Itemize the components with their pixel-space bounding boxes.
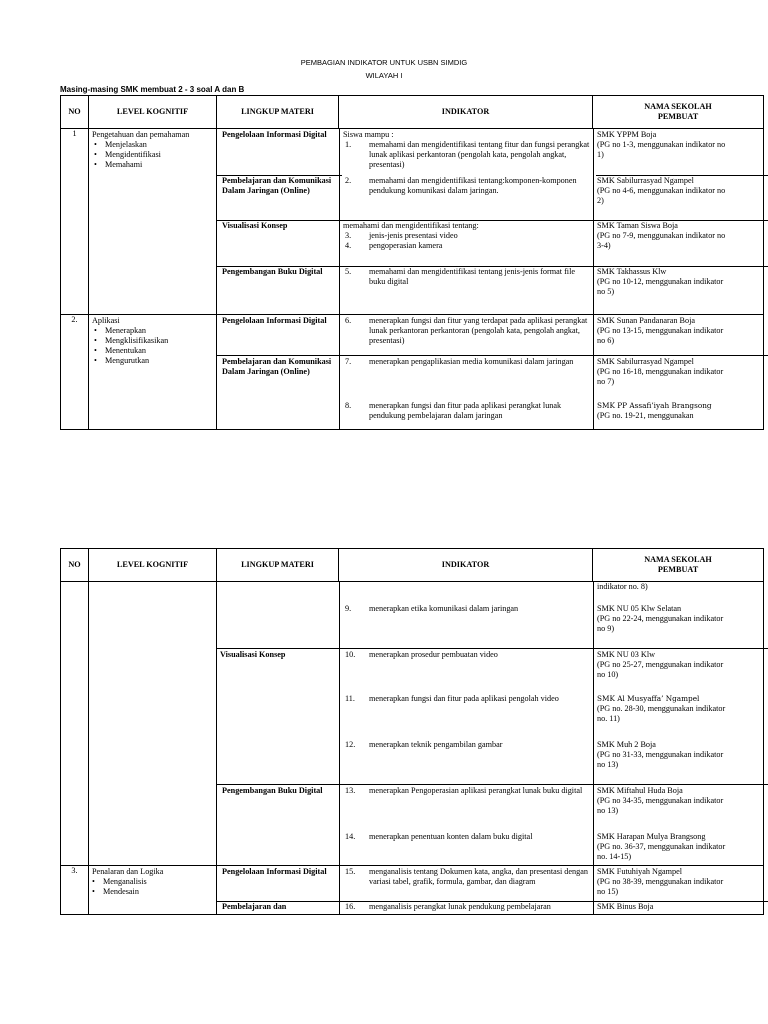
table-row — [61, 129, 764, 315]
school-name: SMK Al Musyaffa’ Ngampel — [597, 694, 700, 703]
school-name: SMK YPPM Boja — [597, 130, 657, 139]
indikator-item — [343, 231, 591, 241]
header-sekolah-line2: PEMBUAT — [657, 112, 699, 121]
level-item: • Menjelaskan — [91, 140, 216, 150]
lingkup-materi: Visualisasi Konsep — [222, 221, 288, 230]
school-name: SMK Sabilurrasyad Ngampel — [597, 357, 694, 366]
indikator-text: memahami dan mengidentifikasi tentang:komponen-komponen pendukung komunikasi dalam jaringan. — [369, 176, 577, 195]
lingkup-materi: Pengelolaan Informasi Digital — [222, 867, 327, 876]
indikator-number: 4. — [345, 241, 352, 250]
level-item: • Mengidentifikasi — [91, 150, 216, 160]
school-pg: (PG no 1-3, menggunakan indikator no 1) — [597, 140, 726, 159]
indikator-number: 11. — [345, 694, 355, 703]
indikator-number: 14. — [345, 832, 356, 841]
school-pg: (PG no 7-9, menggunakan indikator no 3-4) — [597, 231, 726, 250]
indikator-number: 2. — [345, 176, 352, 185]
level-cell — [89, 582, 217, 866]
level-name: Aplikasi — [92, 316, 120, 325]
row-number: 1 — [61, 129, 89, 315]
school-name: SMK PP Assafi’iyah Brangsong — [597, 401, 712, 410]
level-item: • Memahami — [91, 160, 216, 170]
indikator-text: memahami dan mengidentifikasi tentang fitur dan fungsi perangkat lunak aplikasi perkantoran (pengolah kata, pengolah angkat, presentasi) — [369, 140, 590, 169]
content-cell — [217, 866, 764, 915]
indicator-table-1 — [60, 95, 764, 430]
indikator-number: 7. — [345, 357, 352, 366]
indikator-text: menganalisis perangkat lunak pendukung pembelajaran — [369, 902, 551, 911]
header-no: NO — [61, 96, 89, 129]
indikator-text: menerapkan fungsi dan fitur yang terdapat pada aplikasi perangkat lunak perkantoran perkantoran (pengolah kata, pengolah angkat, presentasi) — [369, 316, 588, 345]
indikator-item — [343, 604, 591, 614]
school-name: SMK NU 05 Klw Selatan — [597, 604, 682, 613]
school-name: SMK Takhassus Klw — [597, 267, 667, 276]
indikator-number: 12. — [345, 740, 356, 749]
header-sekolah-line2: PEMBUAT — [657, 565, 699, 574]
header-sekolah-line1: NAMA SEKOLAH — [644, 102, 712, 111]
indikator-item — [343, 740, 591, 750]
indikator-number: 5. — [345, 267, 352, 276]
indicator-table-2 — [60, 548, 764, 915]
table-row — [61, 315, 764, 430]
level-item: • Menganalisis — [89, 877, 216, 887]
row-number: 2. — [61, 315, 89, 430]
school-pg: indikator no. 8) — [597, 582, 648, 591]
level-item: • Mengklisifikasikan — [91, 336, 216, 346]
lingkup-materi: Pembelajaran dan Komunikasi Dalam Jaringan (Online) — [222, 357, 332, 376]
indikator-number: 13. — [345, 786, 356, 795]
header-sekolah — [593, 96, 764, 129]
school-pg: (PG no 38-39, menggunakan indikator no 15) — [597, 877, 724, 896]
school-name: SMK Sunan Pandanaran Boja — [597, 316, 696, 325]
school-name: SMK Binus Boja — [597, 902, 654, 911]
school-name: SMK Harapan Mulya Brangsong — [597, 832, 706, 841]
content-cell — [217, 315, 764, 430]
table-header-row — [61, 96, 764, 129]
indikator-item — [343, 650, 591, 660]
indikator-number: 1. — [345, 140, 352, 149]
table-header-row — [61, 549, 764, 582]
indikator-item — [343, 401, 591, 421]
lingkup-materi: Pembelajaran dan Komunikasi Dalam Jaringan (Online) — [222, 176, 332, 195]
indikator-text: menerapkan fungsi dan fitur pada aplikasi perangkat lunak pendukung pembelajaran dalam jaringan — [369, 401, 562, 420]
indikator-text: menerapkan Pengoperasian aplikasi perangkat lunak buku digital — [369, 786, 583, 795]
indikator-text: menerapkan penentuan konten dalam buku digital — [369, 832, 533, 841]
school-pg: (PG no. 19-21, menggunakan — [597, 411, 694, 420]
header-level: LEVEL KOGNITIF — [89, 549, 217, 582]
indikator-item — [343, 140, 591, 170]
content-cell — [217, 129, 764, 315]
level-list — [89, 877, 216, 897]
indikator-intro: memahami dan mengidentifikasi tentang: — [343, 221, 479, 230]
document-subtitle: Masing-masing SMK membuat 2 - 3 soal A dan B — [60, 85, 245, 94]
level-cell — [89, 315, 217, 430]
school-pg: (PG no 34-35, menggunakan indikator no 13) — [597, 796, 724, 815]
header-lingkup: LINGKUP MATERI — [217, 549, 339, 582]
lingkup-materi: Pembelajaran dan — [222, 902, 287, 911]
school-pg: (PG no 31-33, menggunakan indikator no 13) — [597, 750, 724, 769]
indikator-text: memahami dan mengidentifikasi tentang jenis-jenis format file buku digital — [369, 267, 575, 286]
lingkup-materi: Pengembangan Buku Digital — [222, 267, 323, 276]
school-pg: (PG no 13-15, menggunakan indikator no 6) — [597, 326, 724, 345]
indikator-item — [343, 357, 591, 367]
indikator-number: 15. — [345, 867, 356, 876]
level-item: • Menentukan — [91, 346, 216, 356]
level-name: Pengetahuan dan pemahaman — [92, 130, 190, 139]
school-name: SMK Futuhiyah Ngampel — [597, 867, 683, 876]
school-pg: (PG no 22-24, menggunakan indikator no 9) — [597, 614, 724, 633]
header-lingkup: LINGKUP MATERI — [217, 96, 339, 129]
school-name: SMK Taman Siswa Boja — [597, 221, 678, 230]
indikator-number: 6. — [345, 316, 352, 325]
indikator-text: menerapkan pengaplikasian media komunikasi dalam jaringan — [369, 357, 574, 366]
indikator-text: menerapkan etika komunikasi dalam jaringan — [369, 604, 519, 613]
indikator-text: menerapkan prosedur pembuatan video — [369, 650, 498, 659]
school-pg: (PG no 10-12, menggunakan indikator no 5) — [597, 277, 724, 296]
school-pg: (PG no. 28-30, menggunakan indikator no. 11) — [597, 704, 726, 723]
header-indikator: INDIKATOR — [339, 549, 593, 582]
indikator-text: jenis-jenis presentasi video — [369, 231, 458, 240]
level-item: • Mengurutkan — [91, 356, 216, 366]
indikator-number: 10. — [345, 650, 356, 659]
level-name: Penalaran dan Logika — [92, 867, 164, 876]
indikator-number: 9. — [345, 604, 352, 613]
row-number: 3. — [61, 866, 89, 915]
indikator-item — [343, 786, 591, 796]
indikator-item — [343, 316, 591, 346]
header-no: NO — [61, 549, 89, 582]
indikator-item — [343, 267, 591, 287]
level-cell — [89, 866, 217, 915]
indikator-item — [343, 694, 591, 704]
indikator-text: menerapkan fungsi dan fitur pada aplikasi pengolah video — [369, 694, 559, 703]
level-cell — [89, 129, 217, 315]
header-sekolah — [593, 549, 764, 582]
school-pg: (PG no 25-27, menggunakan indikator no 10) — [597, 660, 724, 679]
indikator-number: 3. — [345, 231, 352, 240]
school-name: SMK Muh 2 Boja — [597, 740, 656, 749]
lingkup-materi: Pengembangan Buku Digital — [222, 786, 323, 795]
level-item: • Menerapkan — [91, 326, 216, 336]
school-pg: (PG no. 36-37, menggunakan indikator no. 14-15) — [597, 842, 726, 861]
school-name: SMK NU 03 Klw — [597, 650, 656, 659]
level-item: • Mendesain — [89, 887, 216, 897]
school-pg: (PG no 4-6, menggunakan indikator no 2) — [597, 186, 726, 205]
lingkup-materi: Visualisasi Konsep — [220, 650, 286, 659]
row-number — [61, 582, 89, 866]
lingkup-materi: Pengelolaan Informasi Digital — [222, 316, 327, 325]
indikator-number: 8. — [345, 401, 352, 410]
indikator-intro: Siswa mampu : — [343, 130, 394, 139]
content-cell — [217, 582, 764, 866]
indikator-item — [343, 176, 591, 196]
indikator-text: menerapkan teknik pengambilan gambar — [369, 740, 503, 749]
indikator-text: pengoperasian kamera — [369, 241, 443, 250]
header-indikator: INDIKATOR — [339, 96, 593, 129]
header-sekolah-line1: NAMA SEKOLAH — [644, 555, 712, 564]
school-name: SMK Miftahul Huda Boja — [597, 786, 683, 795]
level-list — [89, 140, 216, 170]
document-title: PEMBAGIAN INDIKATOR UNTUK USBN SIMDIG — [300, 58, 468, 67]
table-row — [61, 866, 764, 915]
document-region: WILAYAH I — [365, 71, 403, 80]
indikator-text: menganalisis tentang Dokumen kata, angka, dan presentasi dengan variasi tabel, grafik, formula, gambar, dan diagram — [369, 867, 588, 886]
indikator-item — [343, 902, 591, 912]
indikator-number: 16. — [345, 902, 356, 911]
school-pg: (PG no 16-18, menggunakan indikator no 7) — [597, 367, 724, 386]
school-name: SMK Sabilurrasyad Ngampel — [597, 176, 694, 185]
lingkup-materi: Pengelolaan Informasi Digital — [222, 130, 327, 139]
level-list — [89, 326, 216, 366]
indikator-item — [343, 241, 591, 251]
table-row — [61, 582, 764, 866]
header-level: LEVEL KOGNITIF — [89, 96, 217, 129]
indikator-item — [343, 867, 591, 887]
indikator-item — [343, 832, 591, 842]
